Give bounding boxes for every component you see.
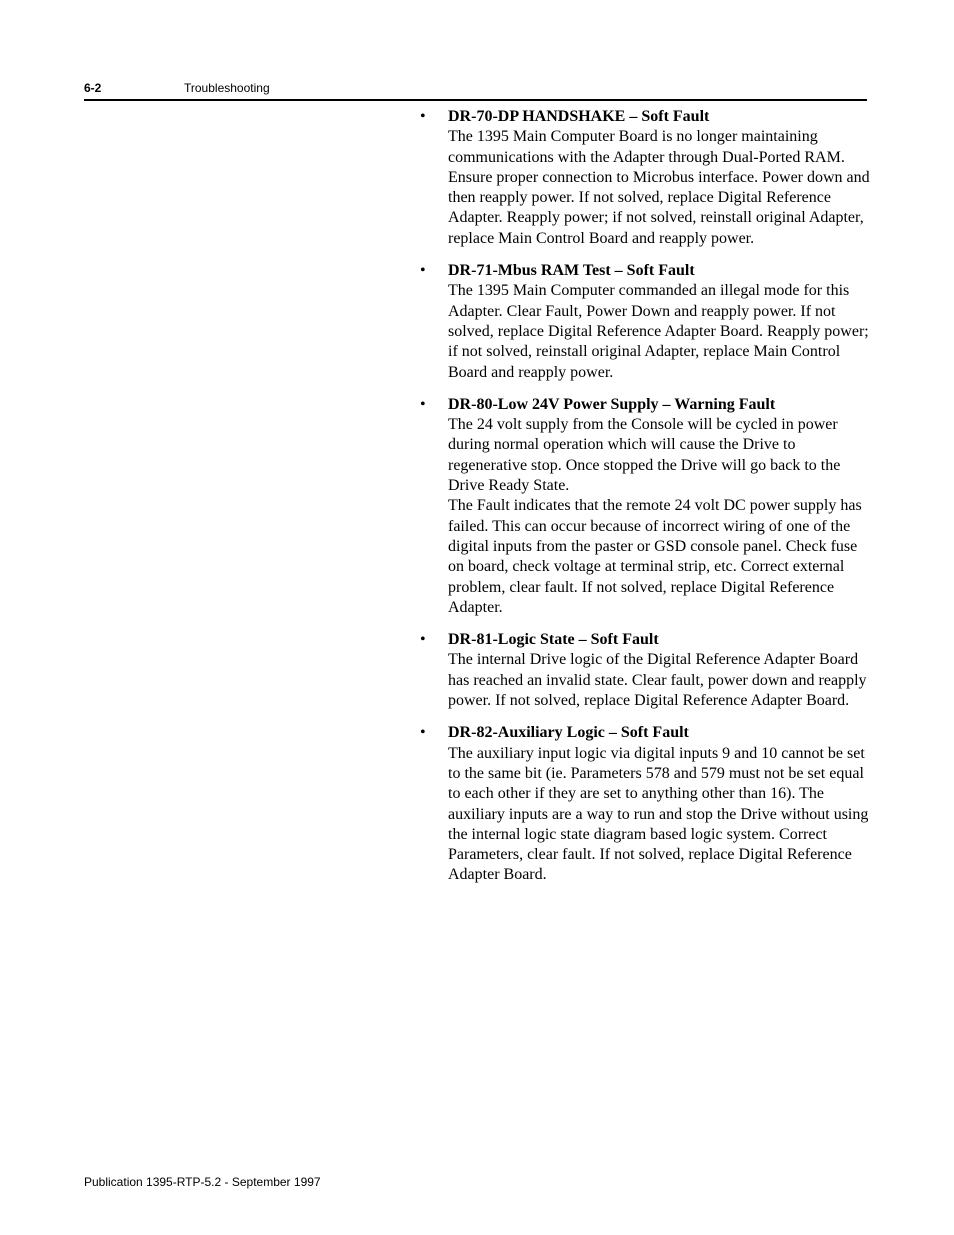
page-footer xyxy=(84,1175,321,1189)
fault-item-dr-81 xyxy=(420,630,870,711)
page-header xyxy=(84,80,867,101)
fault-item-dr-70 xyxy=(420,107,870,249)
fault-title: DR-71-Mbus RAM Test – Soft Fault xyxy=(448,262,695,280)
fault-title: DR-80-Low 24V Power Supply – Warning Fault xyxy=(448,395,776,413)
page-number: 6-2 xyxy=(84,81,102,95)
fault-item-dr-80 xyxy=(420,395,870,618)
fault-description: The 24 volt supply from the Console will be cycled in power during normal operation which will cause the Drive to regenerative stop. Once stopped the Drive will go back to the Drive Ready State. xyxy=(448,416,841,495)
fault-description: The auxiliary input logic via digital inputs 9 and 10 cannot be set to the same bit (ie. Parameters 578 and 579 must not be set equal to each other if they are set to anything other than 16). The auxiliary inputs are a way to run and stop the Drive without using the internal logic state diagram based logic system. Correct Parameters, clear fault. If not solved, replace Digital Reference Adapter Board. xyxy=(448,744,869,884)
section-title: Troubleshooting xyxy=(184,81,270,95)
fault-description: The 1395 Main Computer Board is no longer maintaining communications with the Adapter through Dual-Ported RAM. Ensure proper connection to Microbus interface. Power down and then reapply power. If not solved, replace Digital Reference Adapter. Reapply power; if not solved, reinstall original Adapter, replace Main Control Board and reapply power. xyxy=(448,128,870,247)
publication-info: Publication 1395-RTP-5.2 - September 1997 xyxy=(84,1175,321,1189)
bullet: • xyxy=(420,724,426,742)
fault-description: The internal Drive logic of the Digital Reference Adapter Board has reached an invalid state. Clear fault, power down and reapply power. If not solved, replace Digital Reference Adapter Board. xyxy=(448,651,867,710)
bullet: • xyxy=(420,108,426,125)
bullet: • xyxy=(420,395,426,413)
bullet: • xyxy=(420,631,426,649)
fault-item-dr-71 xyxy=(420,261,870,383)
fault-list xyxy=(420,107,870,898)
fault-item-dr-82 xyxy=(420,723,870,885)
fault-title: DR-82-Auxiliary Logic – Soft Fault xyxy=(448,724,689,742)
fault-title: DR-81-Logic State – Soft Fault xyxy=(448,631,659,649)
fault-description: The 1395 Main Computer commanded an illegal mode for this Adapter. Clear Fault, Power Down and reapply power. If not solved, replace Digital Reference Adapter Board. Reapply power; if not solved, reinstall original Adapter, replace Main Control Board and reapply power. xyxy=(448,282,869,381)
bullet: • xyxy=(420,262,426,280)
fault-description: The Fault indicates that the remote 24 volt DC power supply has failed. This can occur because of incorrect wiring of one of the digital inputs from the paster or GSD console panel. Check fuse on board, check voltage at terminal strip, etc. Correct external problem, clear fault. If not solved, replace Digital Reference Adapter. xyxy=(448,497,862,616)
fault-title: DR-70-DP HANDSHAKE – Soft Fault xyxy=(448,108,710,125)
